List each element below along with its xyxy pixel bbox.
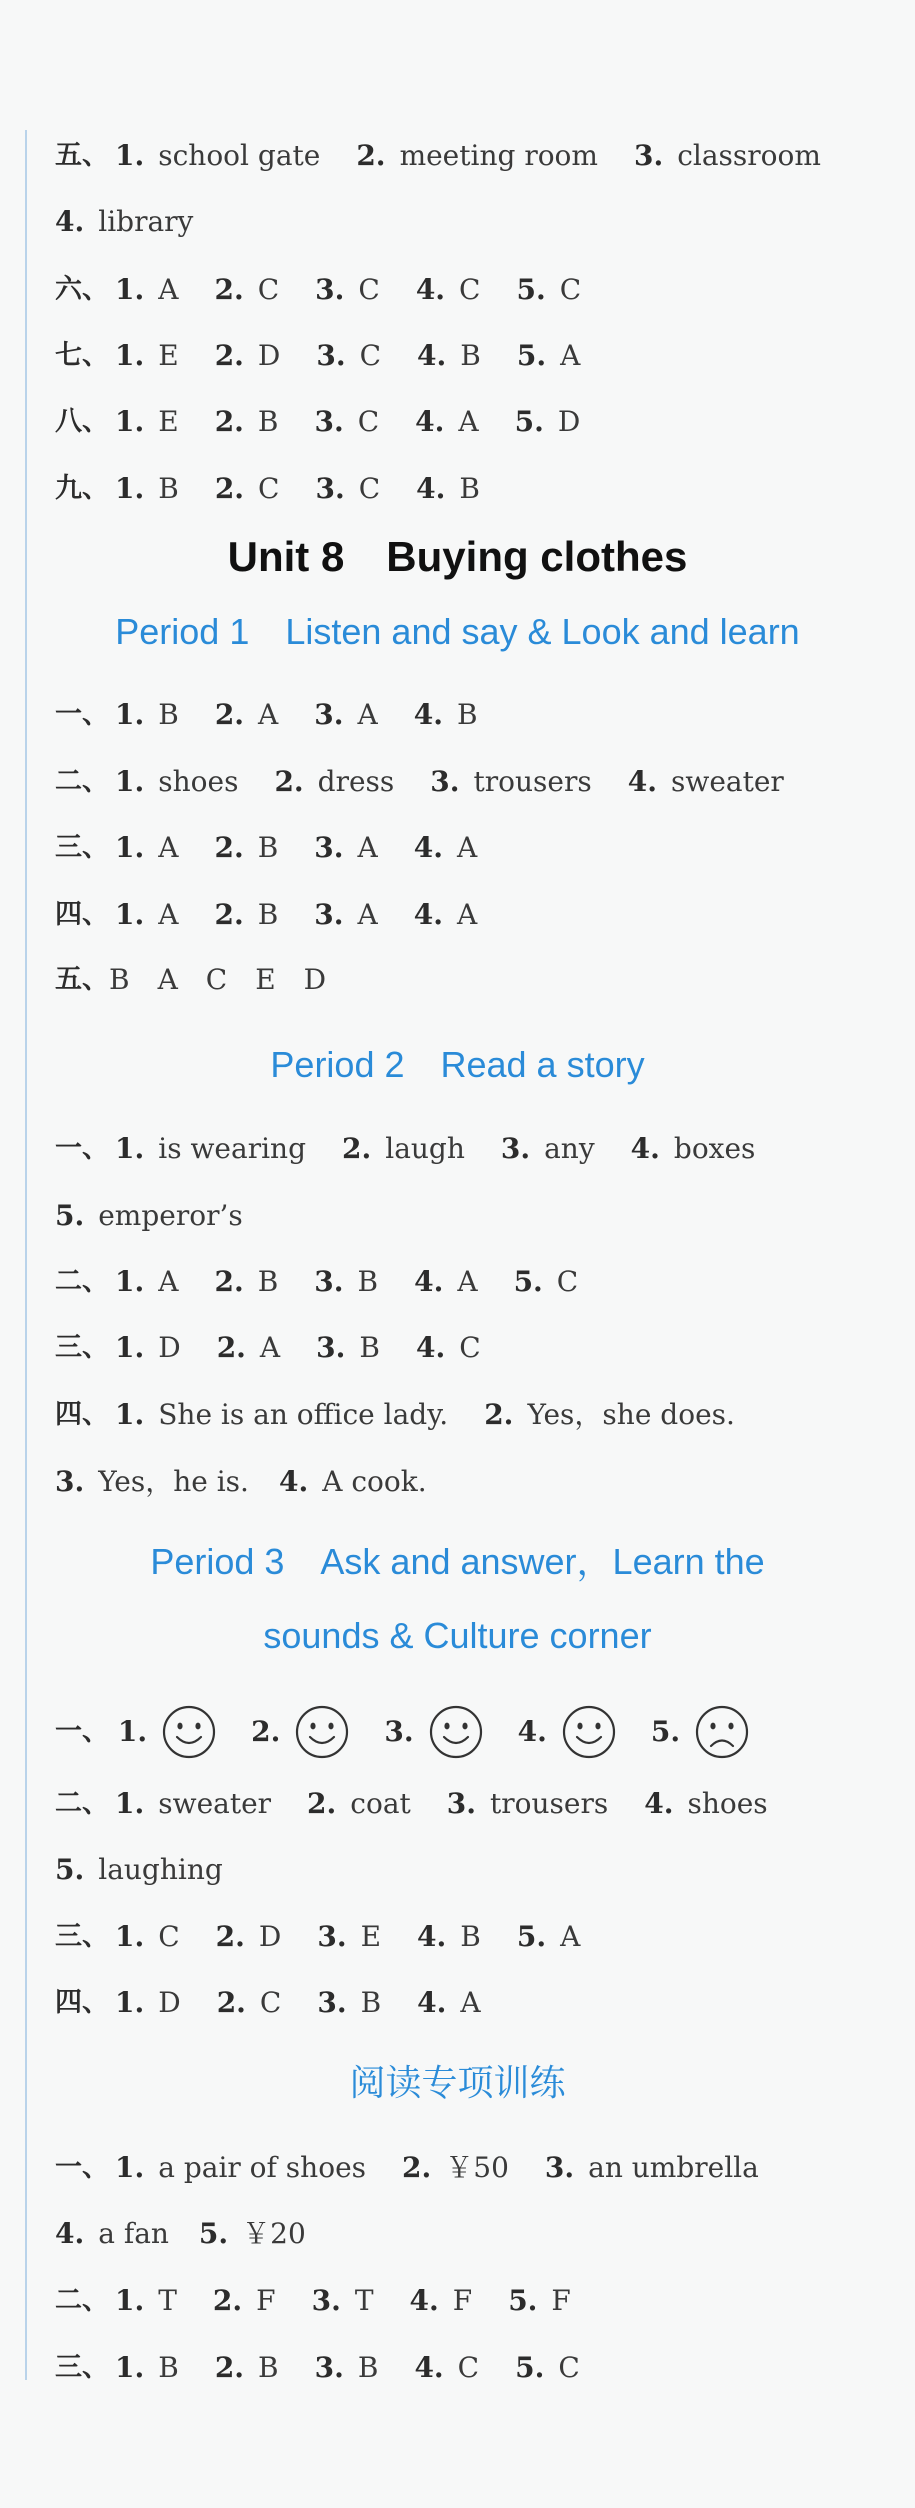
item-number: 2. <box>484 1397 514 1431</box>
happy-face-icon <box>161 1704 217 1760</box>
reading-section-title: 阅读专项训练 <box>349 2063 566 2104</box>
item-number: 1. <box>117 1714 148 1748</box>
item-number: 1. <box>115 897 145 931</box>
item-number: 5. <box>516 1919 547 1953</box>
item-answer: A <box>158 1264 179 1298</box>
period-2-title: Period 2 Read a story <box>270 1044 645 1085</box>
item-number: 4. <box>415 404 445 438</box>
item-answer: A <box>259 1330 281 1364</box>
item-number: 4. <box>627 764 657 798</box>
item-answer: B <box>158 471 179 505</box>
item-answer: A <box>458 404 479 438</box>
item-answer: A cook. <box>322 1464 427 1498</box>
item-number: 1. <box>115 138 145 172</box>
item-number: 4. <box>414 1264 444 1298</box>
item-answer: shoes <box>687 1786 768 1820</box>
item-answer: B <box>459 471 480 505</box>
item-answer: C <box>556 1264 579 1298</box>
item-number: 4. <box>409 2283 439 2317</box>
item-number: 3. <box>633 138 664 172</box>
row-label: 五、 <box>55 963 109 995</box>
item-answer: B <box>158 697 179 731</box>
item-answer: D <box>257 338 281 372</box>
margin-divider <box>25 130 27 2380</box>
item-answer: C <box>459 272 481 306</box>
item-answer: B <box>357 1264 379 1298</box>
row-label: 二、 <box>55 765 109 797</box>
item-answer: B <box>460 338 481 372</box>
item-answer: B <box>460 1919 481 1953</box>
item-answer: B <box>257 404 279 438</box>
item-answer: B <box>456 697 478 731</box>
item-number: 3. <box>384 1714 414 1748</box>
item-number: 2. <box>216 1330 246 1364</box>
item-number: 3. <box>430 764 460 798</box>
item-answer: B <box>360 1985 382 2019</box>
p1-row-1 <box>55 693 508 733</box>
item-number: 1. <box>115 1919 145 1953</box>
item-number: 5. <box>650 1714 681 1748</box>
item-number: 1. <box>115 1264 145 1298</box>
item-number: 3. <box>314 697 344 731</box>
item-number: 3. <box>314 1264 344 1298</box>
item-answer: F <box>452 2283 473 2317</box>
answer-text: B A C E D <box>109 962 327 996</box>
item-answer: A <box>158 897 179 931</box>
answer-row-6 <box>55 268 611 308</box>
item-number: 2. <box>215 1919 245 1953</box>
item-number: 4. <box>55 2216 85 2250</box>
p2-row-1 <box>55 1127 785 1167</box>
row-label: 二、 <box>55 2284 109 2316</box>
item-number: 4. <box>413 697 443 731</box>
answer-row-5 <box>55 134 851 174</box>
item-number: 1. <box>115 471 145 505</box>
item-number: 2. <box>307 1786 337 1820</box>
row-label: 一、 <box>55 698 109 730</box>
item-answer: B <box>359 1330 380 1364</box>
item-number: 3. <box>55 1464 85 1498</box>
p3-row-1 <box>55 1700 784 1760</box>
p2-row-4 <box>55 1393 765 1433</box>
item-answer: A <box>560 338 581 372</box>
item-number: 4. <box>413 897 443 931</box>
item-answer: school gate <box>158 138 321 172</box>
item-number: 2. <box>214 338 244 372</box>
item-number: 2. <box>214 1264 244 1298</box>
period-3-title-line2: sounds & Culture corner <box>263 1615 652 1656</box>
item-number: 5. <box>516 338 547 372</box>
item-answer: C <box>359 338 382 372</box>
item-answer: sweater <box>158 1786 272 1820</box>
item-number: 1. <box>115 272 145 306</box>
item-number: 2. <box>342 1131 372 1165</box>
answer-row-5-cont <box>55 200 223 240</box>
item-answer: shoes <box>158 764 239 798</box>
item-answer: C <box>358 471 381 505</box>
row-label: 九、 <box>55 472 109 504</box>
item-answer: B <box>257 830 279 864</box>
item-answer: B <box>257 897 279 931</box>
item-number: 1. <box>115 1985 145 2019</box>
item-number: 2. <box>251 1714 281 1748</box>
reading-row-3 <box>55 2346 610 2386</box>
item-answer: a pair of shoes <box>158 2150 367 2184</box>
item-number: 4. <box>413 830 443 864</box>
row-label: 三、 <box>55 1920 109 1952</box>
item-number: 4. <box>517 1714 547 1748</box>
p3-row-2 <box>55 1782 798 1822</box>
item-number: 2. <box>402 2150 432 2184</box>
item-answer: A <box>158 830 179 864</box>
item-answer: sweater <box>671 764 784 798</box>
item-answer: D <box>158 1330 181 1364</box>
reading-row-2 <box>55 2279 601 2319</box>
item-number: 1. <box>115 2283 145 2317</box>
item-answer: C <box>459 1330 481 1364</box>
item-answer: C <box>559 272 582 306</box>
reading-row-1 <box>55 2146 789 2186</box>
item-number: 5. <box>55 1852 85 1886</box>
item-number: 3. <box>316 1330 346 1364</box>
item-number: 1. <box>115 1786 145 1820</box>
item-number: 5. <box>198 2216 229 2250</box>
item-answer: ￥20 <box>242 2216 306 2250</box>
item-number: 5. <box>516 272 546 306</box>
item-answer: is wearing <box>158 1131 306 1165</box>
answer-row-7 <box>55 334 610 374</box>
p2-row-3 <box>55 1326 511 1366</box>
item-number: 2. <box>214 697 245 731</box>
item-number: 2. <box>274 764 304 798</box>
row-label: 一、 <box>55 2151 109 2183</box>
item-number: 1. <box>115 830 145 864</box>
answer-row-9 <box>55 467 510 507</box>
row-label: 三、 <box>55 1331 109 1363</box>
item-number: 1. <box>115 2350 145 2384</box>
item-answer: C <box>259 1985 282 2019</box>
p3-row-3 <box>55 1915 610 1955</box>
item-answer: She is an office lady. <box>158 1397 449 1431</box>
item-number: 2. <box>214 404 244 438</box>
item-number: 3. <box>446 1786 476 1820</box>
item-number: 2. <box>212 2283 243 2317</box>
item-number: 2. <box>214 471 245 505</box>
item-number: 3. <box>314 897 344 931</box>
item-answer: library <box>98 204 194 238</box>
item-answer: A <box>457 1264 478 1298</box>
p2-row-1-cont <box>55 1194 273 1234</box>
item-answer: C <box>257 272 280 306</box>
row-label: 二、 <box>55 1265 109 1297</box>
item-number: 4. <box>630 1131 660 1165</box>
item-answer: T <box>354 2283 374 2317</box>
item-number: 1. <box>115 1131 145 1165</box>
p1-row-3 <box>55 826 507 866</box>
item-number: 5. <box>514 404 544 438</box>
item-answer: T <box>158 2283 177 2317</box>
row-label: 四、 <box>55 898 109 930</box>
item-answer: B <box>357 2350 379 2384</box>
row-label: 三、 <box>55 2351 109 2383</box>
item-number: 5. <box>513 1264 543 1298</box>
item-answer: emperor’s <box>98 1198 243 1232</box>
item-number: 4. <box>417 338 447 372</box>
unit-title: Unit 8 Buying clothes <box>227 533 688 580</box>
p2-row-4-cont <box>55 1460 457 1500</box>
item-answer: A <box>456 830 478 864</box>
item-number: 4. <box>414 2350 444 2384</box>
item-answer: E <box>158 338 179 372</box>
item-answer: D <box>158 1985 181 2019</box>
item-number: 3. <box>314 404 344 438</box>
item-answer: C <box>558 2350 580 2384</box>
item-answer: C <box>357 404 380 438</box>
p1-row-5 <box>55 958 356 998</box>
answer-row-8 <box>55 400 610 440</box>
item-answer: laugh <box>385 1131 465 1165</box>
item-number: 4. <box>417 1985 447 2019</box>
p1-row-2 <box>55 760 814 800</box>
item-number: 3. <box>500 1131 531 1165</box>
item-number: 2. <box>356 138 386 172</box>
row-label: 七、 <box>55 339 109 371</box>
item-answer: F <box>551 2283 571 2317</box>
item-answer: A <box>560 1919 581 1953</box>
item-number: 4. <box>415 272 446 306</box>
item-answer: E <box>158 404 179 438</box>
happy-face-icon <box>294 1704 350 1760</box>
row-label: 四、 <box>55 1398 109 1430</box>
item-answer: E <box>360 1919 382 1953</box>
item-answer: A <box>158 272 179 306</box>
item-number: 5. <box>55 1198 85 1232</box>
row-label: 二、 <box>55 1787 109 1819</box>
item-number: 3. <box>315 272 345 306</box>
p3-row-2-cont <box>55 1848 253 1888</box>
item-answer: A <box>460 1985 481 2019</box>
item-number: 1. <box>115 764 145 798</box>
item-number: 2. <box>216 1985 246 2019</box>
item-number: 4. <box>644 1786 674 1820</box>
item-number: 4. <box>415 1330 446 1364</box>
item-number: 3. <box>311 2283 341 2317</box>
item-answer: trousers <box>473 764 592 798</box>
item-number: 3. <box>317 1985 347 2019</box>
item-number: 1. <box>115 404 145 438</box>
item-number: 2. <box>214 272 244 306</box>
item-answer: any <box>544 1131 595 1165</box>
item-answer: coat <box>350 1786 411 1820</box>
item-number: 3. <box>544 2150 575 2184</box>
item-number: 1. <box>115 1397 145 1431</box>
row-label: 一、 <box>55 1715 109 1747</box>
item-number: 4. <box>278 1464 309 1498</box>
item-answer: B <box>257 1264 279 1298</box>
item-answer: C <box>258 471 280 505</box>
item-number: 4. <box>416 471 446 505</box>
item-answer: A <box>357 697 378 731</box>
happy-face-icon <box>561 1704 617 1760</box>
item-answer: classroom <box>677 138 821 172</box>
item-number: 2. <box>214 2350 245 2384</box>
item-number: 3. <box>314 830 344 864</box>
item-number: 1. <box>115 697 145 731</box>
item-number: 5. <box>515 2350 545 2384</box>
item-number: 3. <box>316 338 346 372</box>
item-answer: A <box>258 697 279 731</box>
item-number: 3. <box>315 471 345 505</box>
happy-face-icon <box>428 1704 484 1760</box>
item-answer: trousers <box>490 1786 609 1820</box>
item-answer: Yes，he is. <box>98 1464 249 1498</box>
item-number: 1. <box>115 1330 145 1364</box>
sad-face-icon <box>694 1704 750 1760</box>
item-answer: B <box>258 2350 279 2384</box>
row-label: 六、 <box>55 273 109 305</box>
item-number: 4. <box>55 204 85 238</box>
row-label: 三、 <box>55 831 109 863</box>
item-answer: D <box>557 404 581 438</box>
item-answer: A <box>357 897 378 931</box>
item-number: 2. <box>214 897 244 931</box>
item-number: 1. <box>115 338 145 372</box>
item-number: 3. <box>314 2350 344 2384</box>
item-answer: an umbrella <box>588 2150 759 2184</box>
item-answer: laughing <box>98 1852 223 1886</box>
item-answer: B <box>158 2350 179 2384</box>
item-answer: F <box>256 2283 276 2317</box>
item-number: 1. <box>115 2150 145 2184</box>
p2-row-2 <box>55 1260 608 1300</box>
item-answer: a fan <box>98 2216 169 2250</box>
p1-row-4 <box>55 893 507 933</box>
row-label: 四、 <box>55 1986 109 2018</box>
item-number: 5. <box>508 2283 538 2317</box>
row-label: 一、 <box>55 1132 109 1164</box>
item-number: 3. <box>317 1919 347 1953</box>
item-answer: A <box>456 897 478 931</box>
item-answer: C <box>158 1919 180 1953</box>
p3-row-4 <box>55 1981 511 2021</box>
period-3-title-line1: Period 3 Ask and answer，Learn the <box>150 1541 765 1582</box>
item-answer: Yes，she does. <box>527 1397 735 1431</box>
row-label: 八、 <box>55 405 109 437</box>
item-answer: ￥50 <box>445 2150 509 2184</box>
period-1-title: Period 1 Listen and say & Look and learn <box>115 611 800 652</box>
item-number: 2. <box>214 830 244 864</box>
item-answer: C <box>358 272 380 306</box>
row-label: 五、 <box>55 139 109 171</box>
item-answer: D <box>258 1919 282 1953</box>
item-answer: dress <box>317 764 395 798</box>
item-answer: meeting room <box>399 138 598 172</box>
item-number: 4. <box>417 1919 447 1953</box>
item-answer: boxes <box>673 1131 756 1165</box>
item-answer: A <box>357 830 378 864</box>
item-answer: C <box>457 2350 480 2384</box>
reading-row-1-cont <box>55 2212 336 2252</box>
